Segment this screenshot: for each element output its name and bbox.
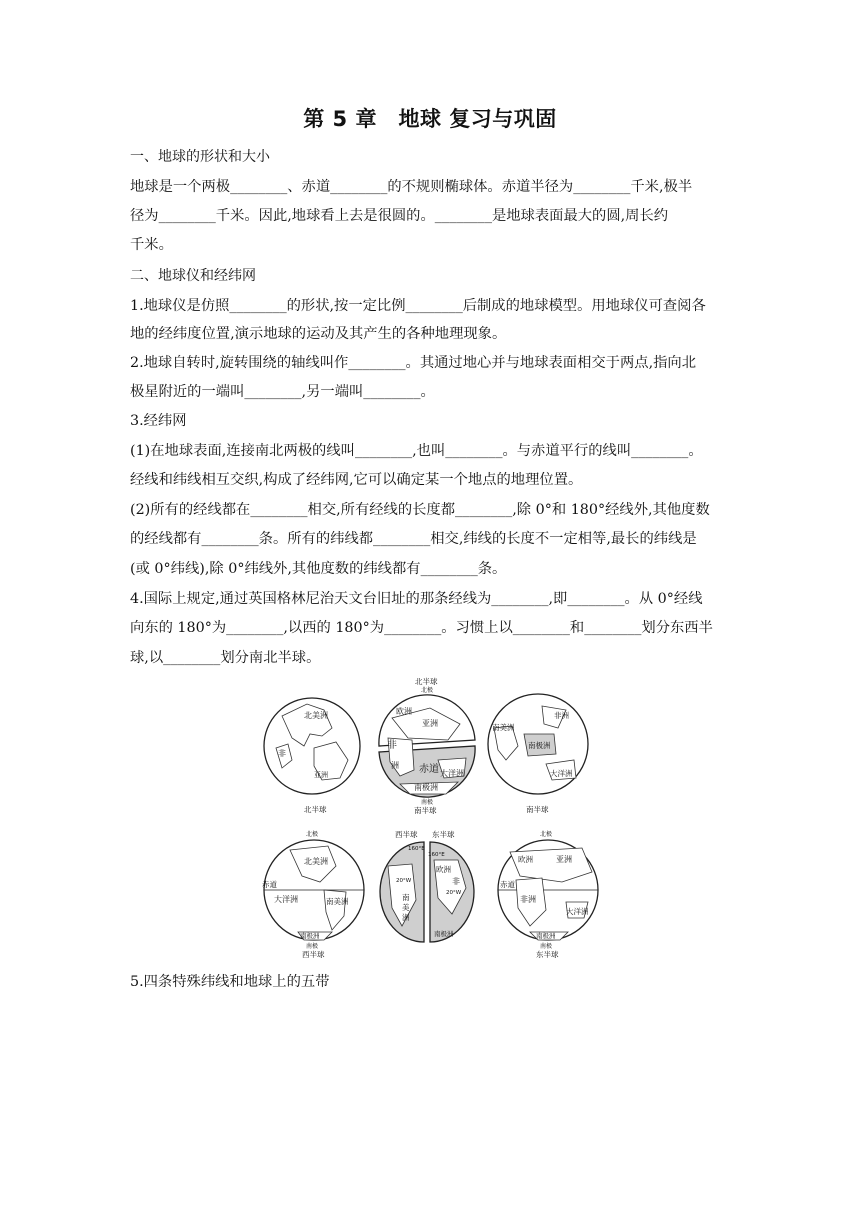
globe-caption: 南半球 (414, 806, 437, 815)
pole-label: 南极 (540, 943, 553, 950)
paragraph-line: 地的经纬度位置,演示地球的运动及其产生的各种地理现象。 (130, 326, 507, 342)
pole-label: 南极 (306, 943, 319, 950)
globe-label: 南极洲 (536, 932, 556, 940)
globe-label: 欧洲 (518, 855, 533, 864)
paragraph-line: 的经线都有________条。所有的纬线都________相交,纬线的长度不一定相等,最长的纬线是 (130, 531, 697, 547)
section5-heading: 5.四条特殊纬线和地球上的五带 (130, 974, 330, 990)
globe-split-north-south (379, 676, 475, 815)
paragraph-line: 向东的 180°为________,以西的 180°为________。习惯上以________和________划分东西半 (130, 620, 713, 636)
meridian-label: 160°E (428, 852, 445, 858)
globe-caption: 西半球 (395, 830, 418, 839)
globe-west-hemisphere (262, 830, 364, 959)
globe-label: 南美洲 (492, 723, 515, 732)
pole-label: 北极 (540, 831, 553, 838)
globe-label: 非洲 (554, 711, 569, 720)
paragraph-line: (1)在地球表面,连接南北两极的线叫________,也叫________。与赤道平行的线叫________。 (130, 443, 703, 459)
globe-label: 赤道 (262, 880, 277, 889)
meridian-label: 160°E (408, 846, 425, 852)
meridian-label: 20°W (446, 890, 462, 896)
paragraph-line: (2)所有的经线都在________相交,所有经线的长度都________,除 0°和 180°经线外,其他度数 (130, 502, 710, 518)
globe-label: 欧洲 (436, 865, 451, 874)
globe-label: 非 (452, 877, 460, 886)
globe-caption: 西半球 (302, 950, 325, 959)
globe-label: 欧洲 (396, 707, 412, 716)
globe-caption: 东半球 (536, 950, 559, 959)
globe-caption: 北半球 (304, 805, 327, 814)
globe-label: 赤道 (419, 764, 439, 775)
globe-label: 美 (402, 903, 410, 912)
globe-caption: 南半球 (526, 805, 549, 814)
paragraph-line: 球,以________划分南北半球。 (130, 650, 321, 666)
globe-split-east-west (380, 829, 474, 942)
globe-label: 赤道 (500, 880, 515, 889)
paragraph-line: 4.国际上规定,通过英国格林尼治天文台旧址的那条经线为________,即________。从 0°经线 (130, 591, 703, 607)
globe-label: 非洲 (520, 895, 536, 904)
globe-label: 南极洲 (300, 932, 320, 940)
hemispheres-figure (262, 676, 612, 960)
globe-east-hemisphere (498, 830, 598, 959)
paragraph-line: 经线和纬线相互交织,构成了经纬网,它可以确定某一个地点的地理位置。 (130, 472, 583, 488)
paragraph-line: 径为________千米。因此,地球看上去是很圆的。________是地球表面最大的圆,周长约 (130, 208, 669, 224)
pole-label: 北极 (421, 687, 434, 694)
globe-label: 大洋洲 (440, 769, 464, 778)
paragraph-line: (或 0°纬线),除 0°纬线外,其他度数的纬线都有________条。 (130, 561, 507, 577)
globe-label: 南美洲 (326, 897, 349, 906)
globe-label: 南极洲 (414, 783, 438, 792)
globe-label: 北美洲 (304, 711, 328, 720)
paragraph-line: 2.地球自转时,旋转围绕的轴线叫作________。其通过地心并与地球表面相交于两点,指向北 (130, 355, 697, 371)
section1-heading: 一、地球的形状和大小 (130, 149, 270, 165)
globe-label: 非 (387, 740, 397, 751)
section2-heading: 二、地球仪和经纬网 (130, 268, 256, 284)
globe-label: 大洋洲 (566, 907, 589, 916)
globe-label: 非 (278, 749, 286, 758)
paragraph-line: 极星附近的一端叫________,另一端叫________。 (130, 384, 435, 400)
globe-label: 洲 (402, 913, 410, 922)
globe-label: 南 (402, 893, 410, 902)
page-title: 第 5 章 地球 复习与巩固 (303, 107, 557, 131)
globe-south-hemisphere (488, 694, 588, 814)
globe-label: 洲 (391, 761, 399, 770)
paragraph-line: 3.经纬网 (130, 413, 187, 429)
pole-label: 南极 (421, 799, 434, 806)
globe-label: 亚洲 (314, 771, 328, 779)
meridian-label: 20°W (396, 878, 412, 884)
globe-label: 大洋洲 (274, 895, 298, 904)
globe-label: 南极洲 (528, 741, 551, 750)
paragraph-line: 1.地球仪是仿照________的形状,按一定比例________后制成的地球模型。用地球仪可查阅各 (130, 298, 706, 314)
globe-caption: 北半球 (415, 677, 438, 686)
globe-caption: 东半球 (432, 830, 455, 839)
globe-label: 北美洲 (304, 857, 328, 866)
pole-label: 北极 (306, 831, 319, 838)
globe-label: 亚洲 (422, 719, 438, 728)
globe-label: 大洋洲 (550, 769, 573, 778)
globe-label: 亚洲 (556, 855, 572, 864)
paragraph-line: 地球是一个两极________、赤道________的不规则椭球体。赤道半径为________千米,极半 (130, 179, 693, 195)
globe-label: 南极洲 (434, 930, 454, 938)
paragraph-line: 千米。 (130, 237, 173, 253)
globe-north-hemisphere (264, 698, 360, 814)
